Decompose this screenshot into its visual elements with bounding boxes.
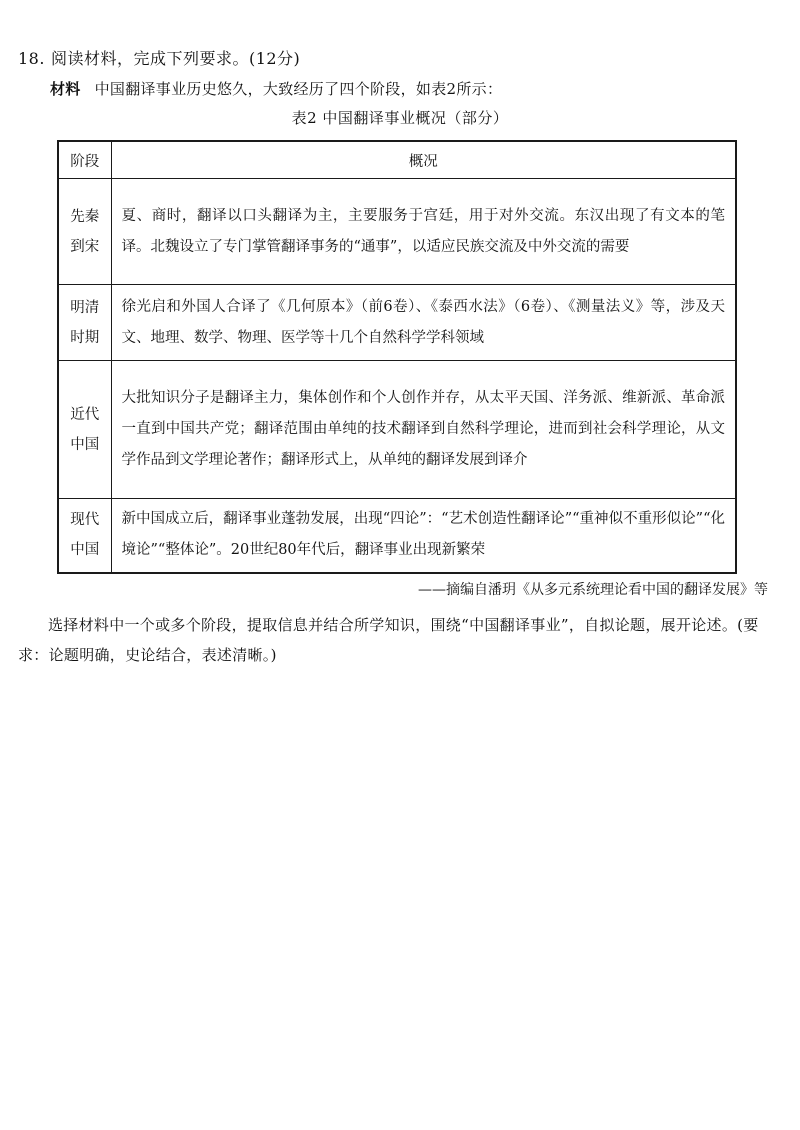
table-caption: 表2 中国翻译事业概况（部分） — [291, 109, 509, 127]
stage-cell — [58, 361, 111, 499]
question-number: 18. — [18, 49, 45, 68]
stage-cell — [58, 179, 111, 285]
question-prompt: 阅读材料，完成下列要求。(12分) — [50, 49, 301, 68]
header-overview: 概况 — [111, 141, 736, 179]
stage-cell — [58, 499, 111, 573]
overview-cell: 大批知识分子是翻译主力，集体创作和个人创作并存，从太平天国、洋务派、维新派、革命派一直到中国共产党；翻译范围由单纯的技术翻译到自然科学理论，进而到社会科学理论，从文学作品到文学理论著作；翻译形式上，从单纯的翻译发展到译介 — [111, 361, 736, 499]
material-tag: 材料 — [50, 80, 81, 98]
stage-label: 先秦到宋 — [70, 208, 100, 255]
stage-label: 近代中国 — [70, 406, 100, 453]
table-header-row — [58, 141, 736, 179]
table-row — [58, 499, 736, 573]
header-stage: 阶段 — [58, 141, 111, 179]
material-intro: 中国翻译事业历史悠久，大致经历了四个阶段，如表2所示： — [94, 80, 503, 98]
stage-cell — [58, 285, 111, 361]
table-row — [58, 361, 736, 499]
source-citation: ——摘编自潘玥《从多元系统理论看中国的翻译发展》等 — [418, 582, 768, 598]
overview-cell: 夏、商时，翻译以口头翻译为主，主要服务于宫廷，用于对外交流。东汉出现了有文本的笔译。北魏设立了专门掌管翻译事务的“通事”，以适应民族交流及中外交流的需要 — [111, 179, 736, 285]
table-row — [58, 285, 736, 361]
question-heading — [18, 46, 300, 69]
stage-label: 明清时期 — [70, 299, 100, 346]
task-instructions: 选择材料中一个或多个阶段，提取信息并结合所学知识，围绕“中国翻译事业”，自拟论题，展开论述。(要求：论题明确，史论结合，表述清晰。) — [18, 616, 759, 664]
table-row — [58, 179, 736, 285]
material-intro-line — [50, 78, 502, 99]
translation-history-table — [57, 140, 737, 574]
stage-label: 现代中国 — [70, 512, 100, 559]
overview-cell: 徐光启和外国人合译了《几何原本》（前6卷）、《泰西水法》（6卷）、《测量法义》等，涉及天文、地理、数学、物理、医学等十几个自然科学学科领域 — [111, 285, 736, 361]
overview-cell: 新中国成立后，翻译事业蓬勃发展，出现“四论”：“艺术创造性翻译论”“重神似不重形似论”“化境论”“整体论”。20世纪80年代后，翻译事业出现新繁荣 — [111, 499, 736, 573]
